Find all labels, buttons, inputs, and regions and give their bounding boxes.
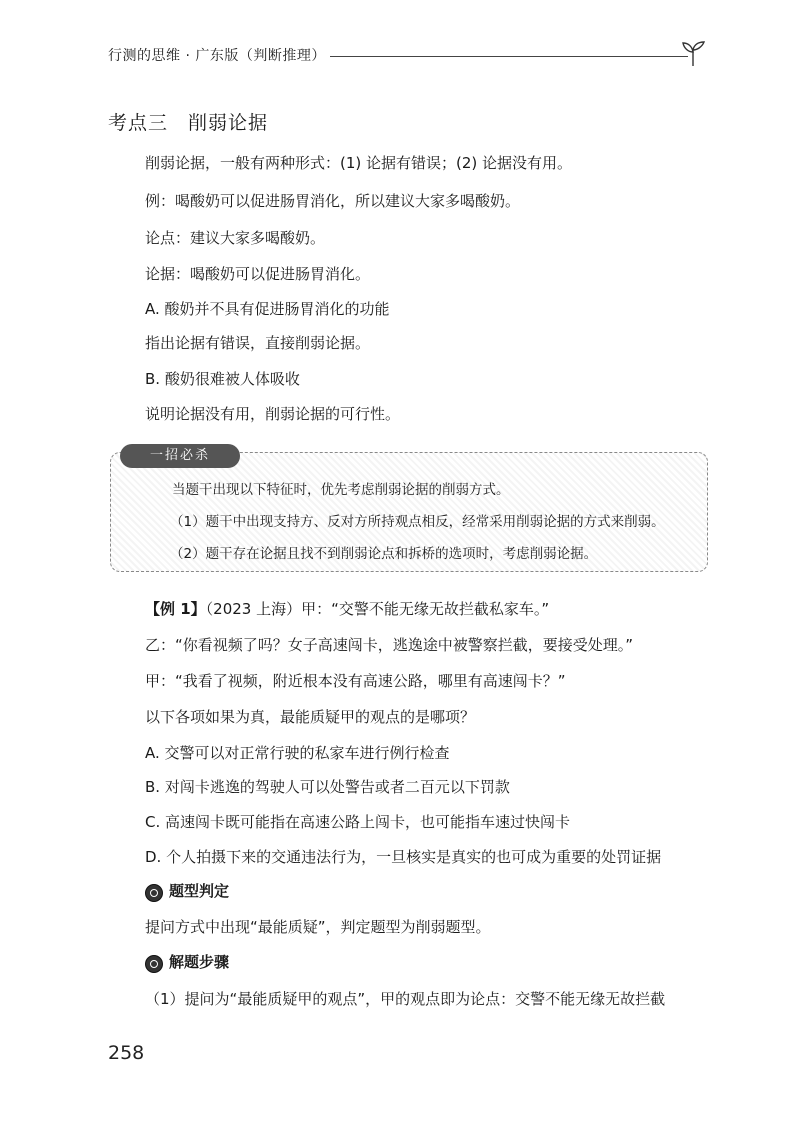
header-title: 行测的思维 · 广东版（判断推理） — [108, 48, 326, 64]
intro-line: 论点：建议大家多喝酸奶。 — [145, 229, 326, 247]
tip-line: （1）题干中出现支持方、反对方所持观点相反，经常采用削弱论据的方式来削弱。 — [170, 514, 665, 530]
intro-line: 指出论据有错误，直接削弱论据。 — [145, 334, 371, 352]
example-source: （2023 上海）甲：“交警不能无缘无故拦截私家车。” — [205, 600, 550, 618]
sprout-icon — [678, 38, 708, 68]
option-c: C. 高速闯卡既可能指在高速公路上闯卡，也可能指车速过快闯卡 — [145, 813, 571, 831]
running-header — [108, 38, 708, 72]
example-question: 以下各项如果为真，最能质疑甲的观点的是哪项？ — [145, 708, 476, 726]
intro-line: 说明论据没有用，削弱论据的可行性。 — [145, 405, 401, 423]
option-b: B. 对闯卡逃逸的驾驶人可以处警告或者二百元以下罚款 — [145, 778, 510, 796]
option-a: A. 交警可以对正常行驶的私家车进行例行检查 — [145, 744, 450, 762]
intro-line: B. 酸奶很难被人体吸收 — [145, 370, 300, 388]
section-title: 考点三 削弱论据 — [108, 112, 269, 134]
intro-line: 例：喝酸奶可以促进肠胃消化，所以建议大家多喝酸奶。 — [145, 192, 521, 210]
example-header — [145, 598, 549, 619]
example-line: 甲：“我看了视频，附近根本没有高速公路，哪里有高速闯卡？” — [145, 672, 566, 690]
judge-icon — [145, 884, 163, 902]
example-line: 乙：“你看视频了吗？女子高速闯卡，逃逸途中被警察拦截，要接受处理。” — [145, 636, 634, 654]
intro-line: 论据：喝酸奶可以促进肠胃消化。 — [145, 265, 371, 283]
steps-icon — [145, 955, 163, 973]
tip-badge: 一招必杀 — [120, 444, 240, 468]
header-rule — [330, 56, 688, 57]
page-number: 258 — [108, 1042, 145, 1064]
tip-line: 当题干出现以下特征时，优先考虑削弱论据的削弱方式。 — [172, 482, 510, 498]
intro-line: 削弱论据，一般有两种形式：(1) 论据有错误；(2) 论据没有用。 — [145, 154, 573, 172]
example-label: 【例 1】 — [145, 600, 206, 618]
intro-line: A. 酸奶并不具有促进肠胃消化的功能 — [145, 300, 390, 318]
judge-text: 提问方式中出现“最能质疑”，判定题型为削弱题型。 — [145, 918, 491, 936]
steps-heading: 解题步骤 — [169, 953, 230, 971]
judge-heading: 题型判定 — [169, 882, 230, 900]
tip-line: （2）题干存在论据且找不到削弱论点和拆桥的选项时，考虑削弱论据。 — [170, 546, 598, 562]
option-d: D. 个人拍摄下来的交通违法行为，一旦核实是真实的也可成为重要的处罚证据 — [145, 848, 662, 866]
steps-text: （1）提问为“最能质疑甲的观点”，甲的观点即为论点：交警不能无缘无故拦截 — [145, 990, 666, 1008]
